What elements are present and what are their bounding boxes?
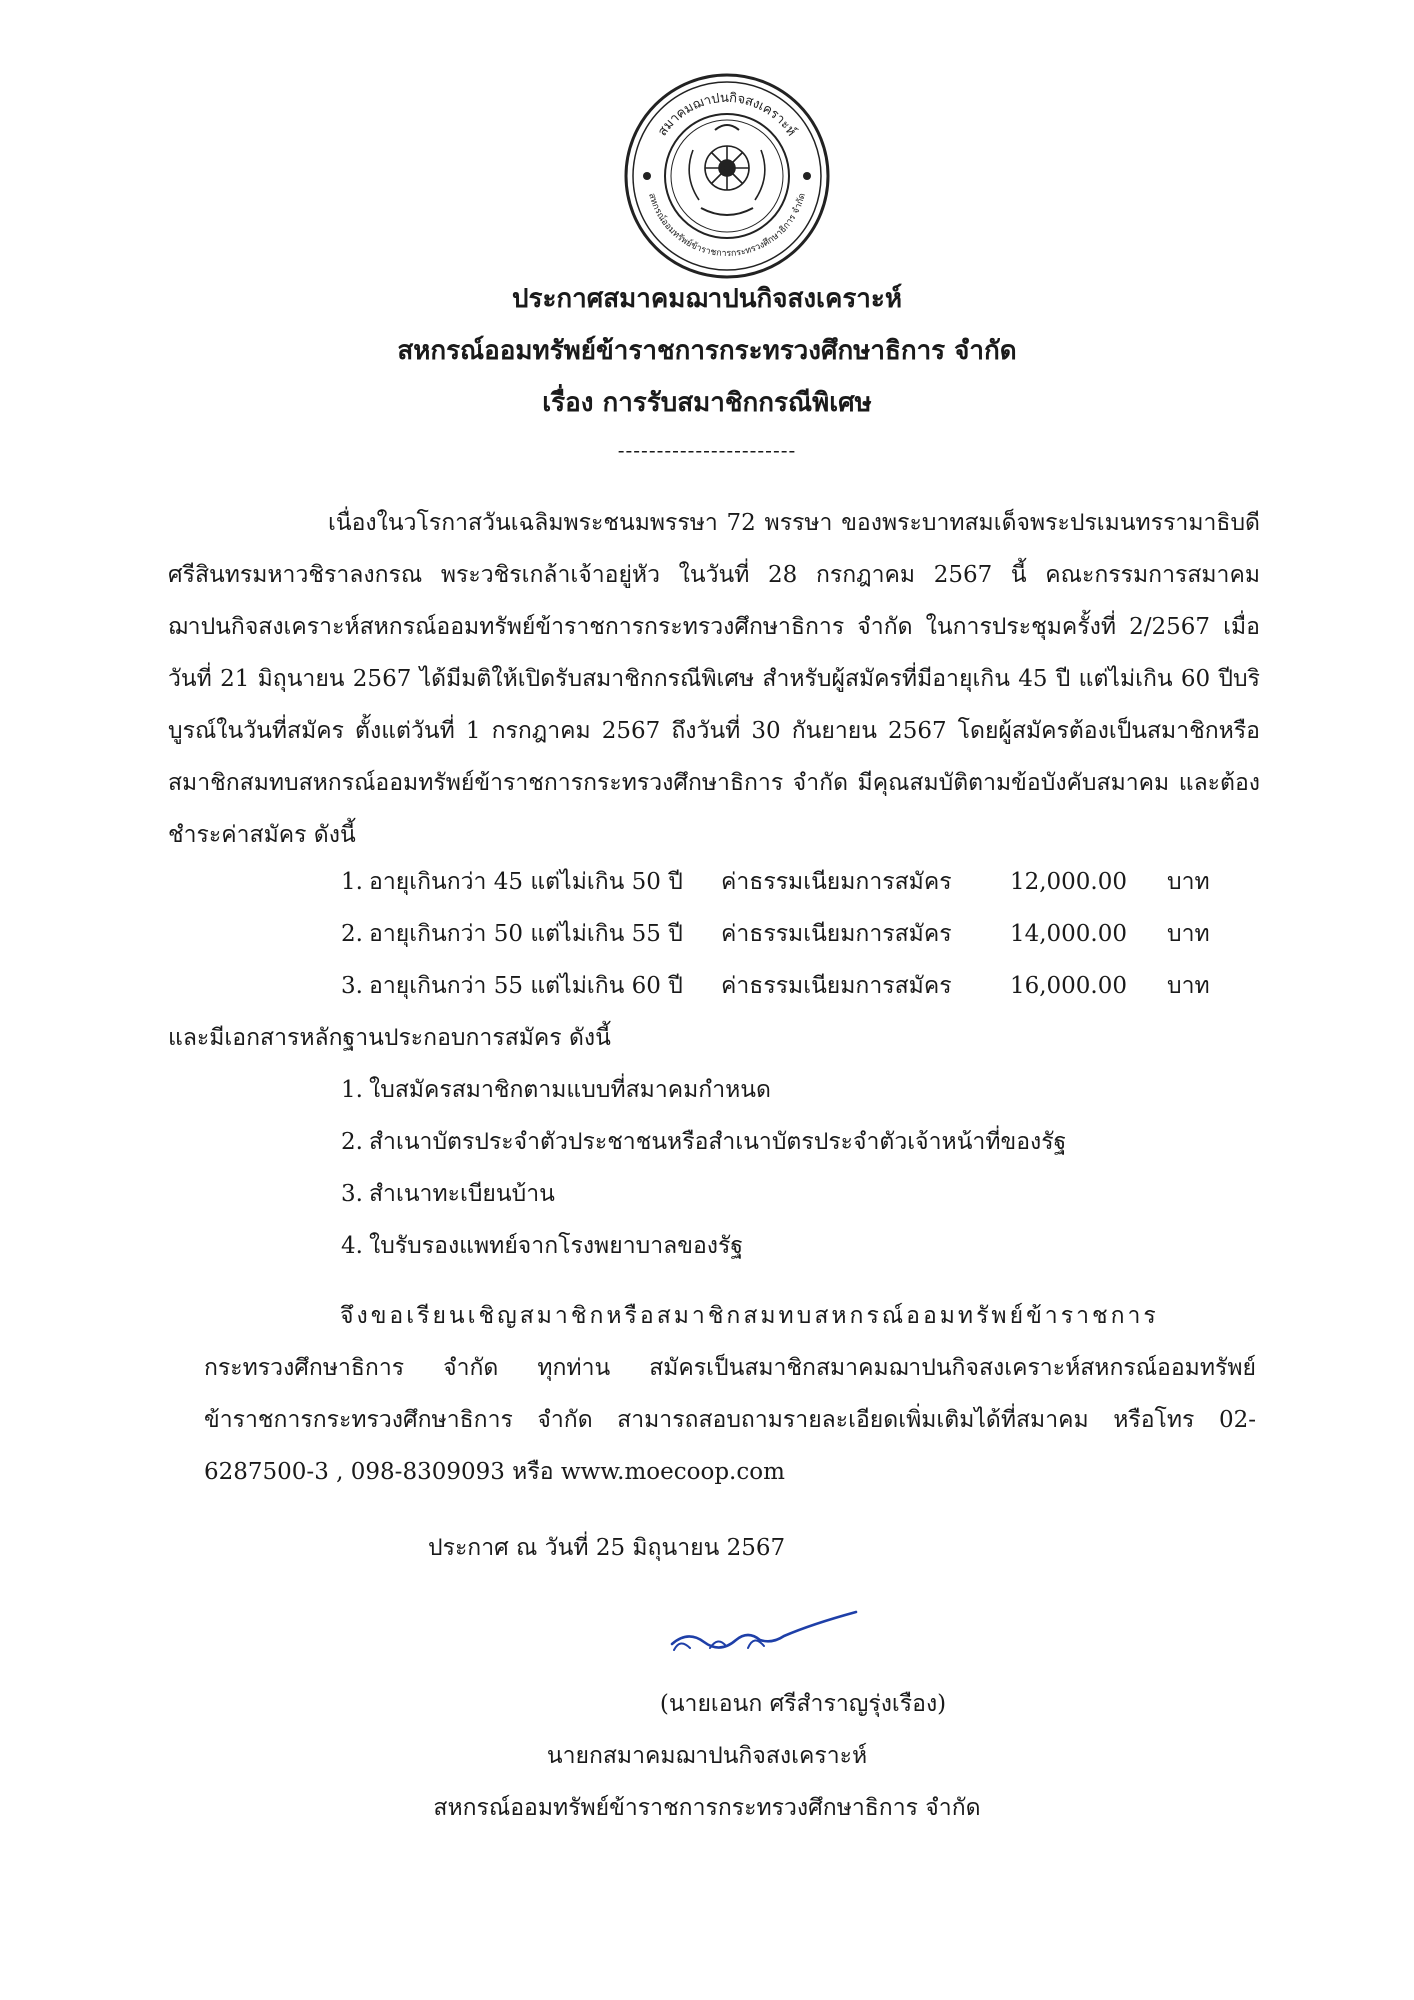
- fee-row: [341, 960, 1241, 1012]
- fee-unit: บาท: [1167, 973, 1210, 999]
- fee-amount: 14,000.00: [1009, 921, 1127, 947]
- fee-unit: บาท: [1167, 921, 1210, 947]
- announcement-paragraph: [168, 497, 1260, 861]
- paragraph-1-text: เนื่องในวโรกาสวันเฉลิมพระชนมพรรษา 72 พรรษา ของพระบาทสมเด็จพระปรเมนทรรามาธิบดีศรีสินทรมหาวชิราลงกรณ พระวชิรเกล้าเจ้าอยู่หัว ในวันที่ 28 กรกฎาคม 2567 นี้ คณะกรรมการสมาคมฌาปนกิจสงเคราะห์สหกรณ์ออมทรัพย์ข้าราชการกระทรวงศึกษาธิการ จำกัด ในการประชุมครั้งที่ 2/2567 เมื่อวันที่ 21 มิถุนายน 2567 ได้มีมติให้เปิดรับสมาชิกกรณีพิเศษ สำหรับผู้สมัครที่มีอายุเกิน 45 ปี แต่ไม่เกิน 60 ปีบริบูรณ์ในวันที่สมัคร ตั้งแต่วันที่ 1 กรกฎาคม 2567 ถึงวันที่ 30 กันยายน 2567 โดยผู้สมัครต้องเป็นสมาชิกหรือสมาชิกสมทบสหกรณ์ออมทรัพย์ข้าราชการกระทรวงศึกษาธิการ จำกัด มีคุณสมบัติตามข้อบังคับสมาคม และต้องชำระค่าสมัคร ดังนี้: [168, 510, 1260, 848]
- fee-amount: 16,000.00: [1009, 973, 1127, 999]
- fee-list: [341, 856, 1241, 1012]
- fee-row: [341, 908, 1241, 960]
- fee-label: ค่าธรรมเนียมการสมัคร: [721, 869, 952, 895]
- fee-age-range: อายุเกินกว่า 55 แต่ไม่เกิน 60 ปี: [369, 973, 683, 999]
- document-item: [341, 1168, 1066, 1220]
- documents-intro: และมีเอกสารหลักฐานประกอบการสมัคร ดังนี้: [168, 1025, 611, 1051]
- document-text: ใบรับรองแพทย์จากโรงพยาบาลของรัฐ: [369, 1233, 744, 1259]
- fee-age-range: อายุเกินกว่า 50 แต่ไม่เกิน 55 ปี: [369, 921, 683, 947]
- association-seal: [623, 72, 831, 280]
- document-number: 4.: [341, 1233, 363, 1259]
- fee-number: 3.: [341, 973, 363, 999]
- seal-text-top: สมาคมฌาปนกิจสงเคราะห์: [655, 90, 799, 140]
- seal-emblem-icon: [689, 125, 765, 215]
- announcement-subject: เรื่อง การรับสมาชิกกรณีพิเศษ: [542, 388, 872, 418]
- heading-divider: -----------------------: [617, 438, 797, 462]
- signature-image: [652, 1600, 862, 1660]
- fee-label: ค่าธรรมเนียมการสมัคร: [721, 973, 952, 999]
- invitation-lead: จึงขอเรียนเชิญสมาชิกหรือสมาชิกสมทบสหกรณ์ออมทรัพย์ข้าราชการ: [340, 1303, 1159, 1329]
- seal-text-bottom: สหกรณ์ออมทรัพย์ข้าราชการกระทรวงศึกษาธิการ จำกัด: [646, 192, 808, 260]
- signatory-position: นายกสมาคมฌาปนกิจสงเคราะห์: [546, 1743, 868, 1769]
- document-item: [341, 1220, 1066, 1272]
- document-text: สำเนาบัตรประจำตัวประชาชนหรือสำเนาบัตรประจำตัวเจ้าหน้าที่ของรัฐ: [369, 1129, 1067, 1155]
- fee-number: 1.: [341, 869, 363, 895]
- announcement-organization: สหกรณ์ออมทรัพย์ข้าราชการกระทรวงศึกษาธิการ จำกัด: [397, 336, 1017, 366]
- fee-number: 2.: [341, 921, 363, 947]
- announcement-date: ประกาศ ณ วันที่ 25 มิถุนายน 2567: [428, 1535, 786, 1561]
- fee-label: ค่าธรรมเนียมการสมัคร: [721, 921, 952, 947]
- signatory-organization: สหกรณ์ออมทรัพย์ข้าราชการกระทรวงศึกษาธิการ จำกัด: [433, 1795, 981, 1821]
- fee-age-range: อายุเกินกว่า 45 แต่ไม่เกิน 50 ปี: [369, 869, 683, 895]
- signatory-name: (นายเอนก ศรีสำราญรุ่งเรือง): [659, 1691, 947, 1717]
- document-list: [341, 1064, 1066, 1272]
- document-text: สำเนาทะเบียนบ้าน: [369, 1181, 555, 1207]
- document-item: [341, 1064, 1066, 1116]
- document-number: 3.: [341, 1181, 363, 1207]
- fee-unit: บาท: [1167, 869, 1210, 895]
- document-item: [341, 1116, 1066, 1168]
- invitation-text: กระทรวงศึกษาธิการ จำกัด ทุกท่าน สมัครเป็นสมาชิกสมาคมฌาปนกิจสงเคราะห์สหกรณ์ออมทรัพย์ข้าราชการกระทรวงศึกษาธิการ จำกัด สามารถสอบถามรายละเอียดเพิ่มเติมได้ที่สมาคม หรือโทร 02-6287500-3 , 098-8309093 หรือ www.moecoop.com: [204, 1355, 1256, 1485]
- document-number: 1.: [341, 1077, 363, 1103]
- document-number: 2.: [341, 1129, 363, 1155]
- announcement-title: ประกาศสมาคมฌาปนกิจสงเคราะห์: [512, 284, 902, 314]
- fee-amount: 12,000.00: [1009, 869, 1127, 895]
- invitation-paragraph: [204, 1290, 1256, 1498]
- fee-row: [341, 856, 1241, 908]
- document-text: ใบสมัครสมาชิกตามแบบที่สมาคมกำหนด: [369, 1077, 771, 1103]
